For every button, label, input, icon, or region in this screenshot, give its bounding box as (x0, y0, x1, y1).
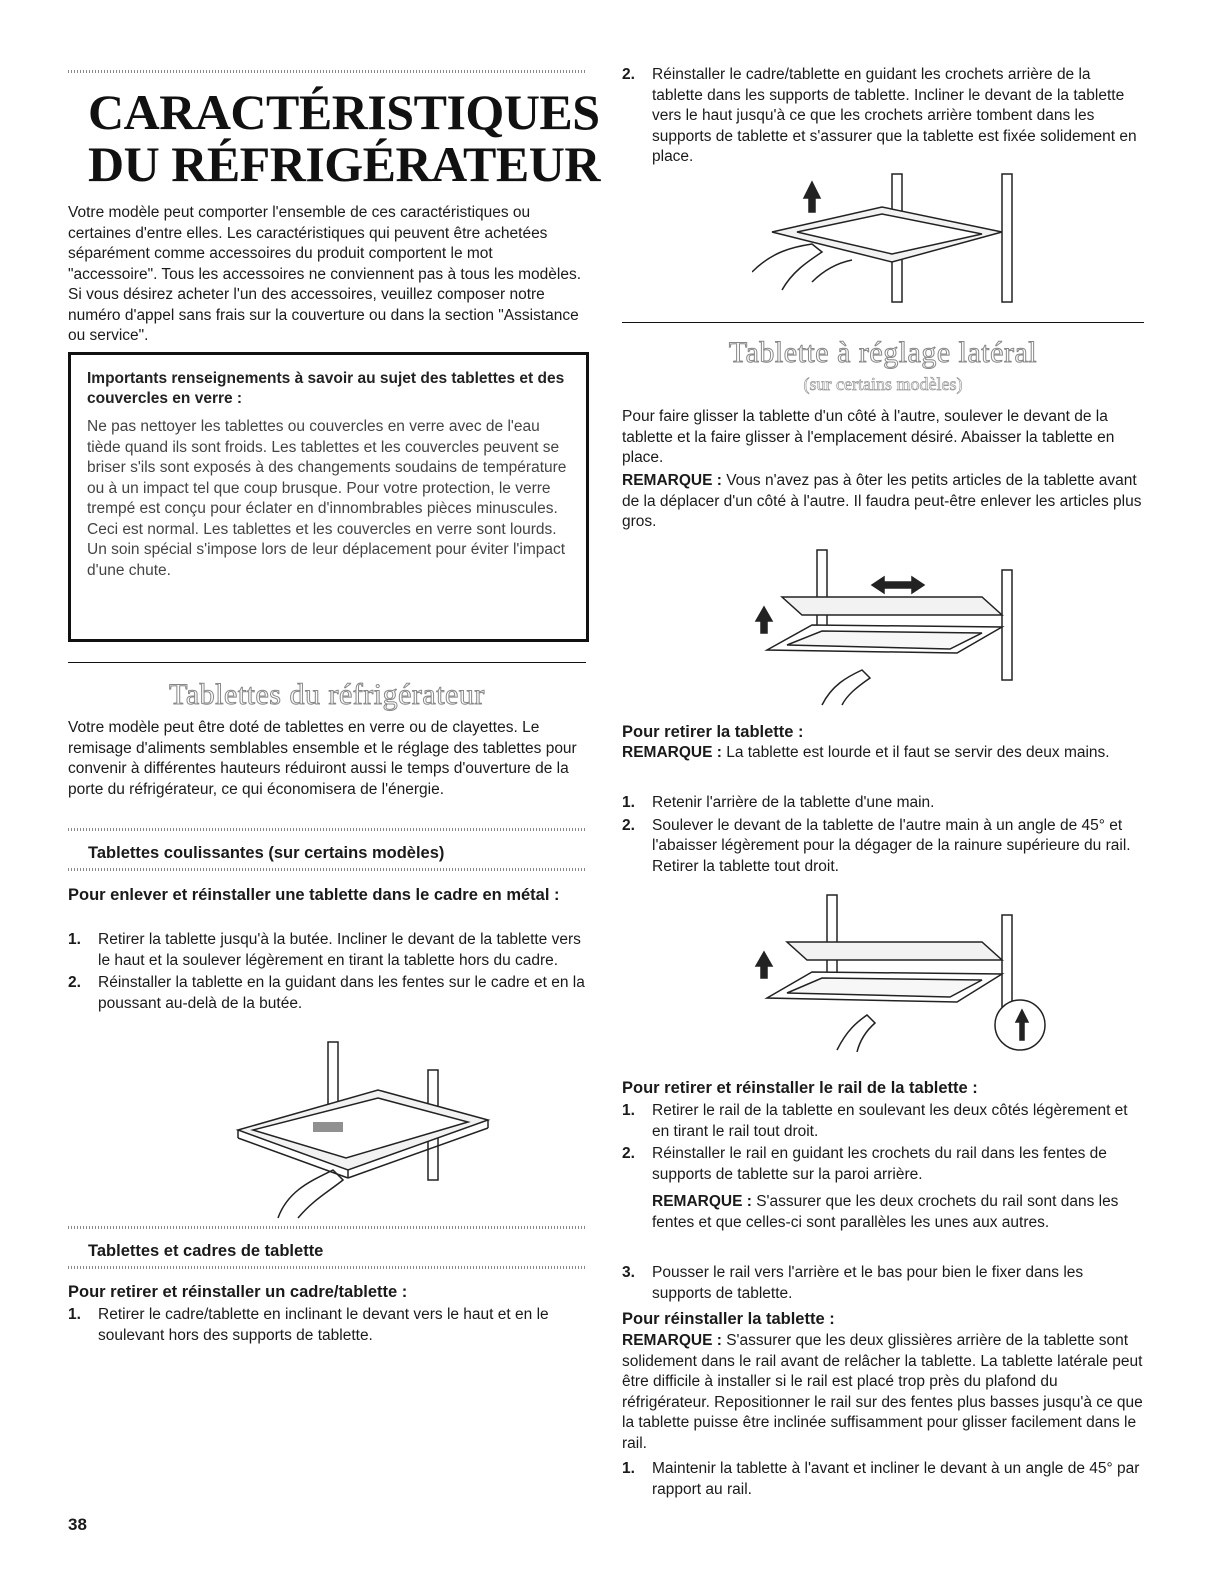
shelf-frame-illustration (752, 172, 1032, 304)
list-item: 1. Retirer le cadre/tablette en inclinant le devant vers le haut et en le soulevant hors des supports de tablette. (68, 1306, 549, 1344)
sub1-title: Tablettes coulissantes (sur certains modèles) (88, 844, 445, 862)
reinstall-steps (622, 1459, 1144, 1500)
reinstall-heading: Pour réinstaller la tablette : (622, 1310, 835, 1328)
sub2-steps (68, 1305, 586, 1346)
sub2-heading: Pour retirer et réinstaller un cadre/tablette : (68, 1283, 408, 1301)
rail-note: REMARQUE : S'assurer que les deux crochets du rail sont dans les fentes et que celles-ci sont parallèles les unes aux autres. (652, 1193, 1119, 1231)
remove-shelf-heading: Pour retirer la tablette : (622, 723, 804, 741)
page-title-line2: DU RÉFRIGÉRATEUR (88, 136, 600, 192)
rail-step3 (622, 1263, 1144, 1304)
side-shelf-illustration (752, 545, 1052, 710)
sliding-shelf-illustration (218, 1040, 518, 1220)
warning-title: Importants renseignements à savoir au sujet des tablettes et des couvercles en verre : (87, 370, 565, 407)
list-item: 1. Retenir l'arrière de la tablette d'une main. (622, 794, 935, 811)
section-title-shelves: Tablettes du réfrigérateur (169, 678, 485, 711)
list-item: 1. Retirer le rail de la tablette en soulevant les deux côtés légèrement et en tirant le rail tout droit. (622, 1102, 1128, 1140)
sub2-title: Tablettes et cadres de tablette (88, 1242, 324, 1260)
list-item: 1. Retirer la tablette jusqu'à la butée. Incliner le devant de la tablette vers le haut et la soulever légèrement en tirant la tablette hors du cadre. (68, 931, 581, 969)
sub1-steps (68, 930, 586, 1014)
section-subtitle-side-shelf: (sur certains modèles) (803, 374, 963, 394)
sub2-top-divider (68, 1226, 586, 1229)
rail-heading: Pour retirer et réinstaller le rail de la tablette : (622, 1079, 978, 1097)
shelves-intro: Votre modèle peut être doté de tablettes en verre ou de clayettes. Le remisage d'aliments semblables ensemble et le réglage des tablettes pour convenir à différentes hauteurs réduiront aussi le temps d'ouverture de la porte du réfrigérateur, ce qui économisera de l'énergie. (68, 719, 577, 798)
sub2-bottom-divider (68, 1266, 586, 1269)
list-item: 1. Maintenir la tablette à l'avant et incliner le devant à un angle de 45° par rapport au rail. (622, 1460, 1140, 1498)
section-divider (68, 662, 586, 663)
page-title-line1: CARACTÉRISTIQUES (88, 84, 600, 140)
warning-text: Ne pas nettoyer les tablettes ou couvercles en verre avec de l'eau tiède quand ils sont froids. Les tablettes et les couvercles peuvent se briser s'ils sont exposés à des changements soudains de température ou à un impact tel que coup brusque. Pour votre protection, le verre trempé est conçu pour éclater en d'innombrables pièces minuscules. Ceci est normal. Les tablettes et les couvercles en verre sont lourds. Un soin spécial s'impose lors de leur déplacement pour éviter l'impact d'une chute. (87, 418, 567, 579)
remove-shelf-note: REMARQUE : La tablette est lourde et il faut se servir des deux mains. (622, 744, 1110, 761)
top-divider (68, 70, 586, 73)
list-item: 2. Soulever le devant de la tablette de l'autre main à un angle de 45° et l'abaisser légèrement pour la dégager de la rainure supérieure du rail. Retirer la tablette tout droit. (622, 816, 1131, 875)
section-title-side-shelf: Tablette à réglage latéral (728, 336, 1038, 369)
frame-step2 (622, 65, 1144, 168)
remove-shelf-steps (622, 793, 1144, 877)
page-title (88, 86, 608, 190)
list-item: 2. Réinstaller la tablette en la guidant dans les fentes sur le cadre et en la poussant au-delà de la butée. (68, 974, 585, 1012)
side-shelf-note: REMARQUE : Vous n'avez pas à ôter les petits articles de la tablette avant de la déplacer d'un côté à l'autre. Il faudra peut-être enlever les articles plus gros. (622, 472, 1142, 530)
rail-steps (622, 1101, 1144, 1185)
list-item: 2. Réinstaller le cadre/tablette en guidant les crochets arrière de la tablette dans les supports de tablette. Incliner le devant de la tablette vers le haut jusqu'à ce que les crochets arrière tombent dans les supports de tablette et s'assurer que la tablette est fixée solidement en place. (622, 66, 1137, 165)
reinstall-note: REMARQUE : S'assurer que les deux glissières arrière de la tablette sont solidement dans le rail avant de relâcher la tablette. La tablette latérale peut être difficile à installer si le rail est placé trop près du plafond du réfrigérateur. Repositionner le rail sur des fentes plus basses jusqu'à ce que la tablette puisse être inclinée suffisamment pour glisser facilement dans le rail. (622, 1332, 1143, 1452)
intro-paragraph: Votre modèle peut comporter l'ensemble de ces caractéristiques ou certaines d'entre elles. Les caractéristiques qui peuvent être achetées séparément comme accessoires du produit comportent le mot "accessoire". Tous les accessoires ne conviennent pas à tous les modèles. Si vous désirez acheter l'un des accessoires, veuillez composer notre numéro d'appel sans frais sur la couverture ou dans la section "Assistance ou service". (68, 204, 582, 344)
remove-shelf-illustration (752, 890, 1052, 1065)
warning-box (68, 352, 589, 642)
side-shelf-intro: Pour faire glisser la tablette d'un côté à l'autre, soulever le devant de la tablette et la faire glisser à l'emplacement désiré. Abaisser la tablette en place. (622, 408, 1115, 466)
sub1-top-divider (68, 828, 586, 831)
list-item: 2. Réinstaller le rail en guidant les crochets du rail dans les fentes de supports de tablette sur la paroi arrière. (622, 1145, 1107, 1183)
sub1-bottom-divider (68, 868, 586, 871)
page-number: 38 (68, 1515, 87, 1534)
sub1-heading: Pour enlever et réinstaller une tablette dans le cadre en métal : (68, 886, 560, 904)
section-divider-right (622, 322, 1144, 323)
list-item: 3. Pousser le rail vers l'arrière et le bas pour bien le fixer dans les supports de tablette. (622, 1264, 1084, 1302)
